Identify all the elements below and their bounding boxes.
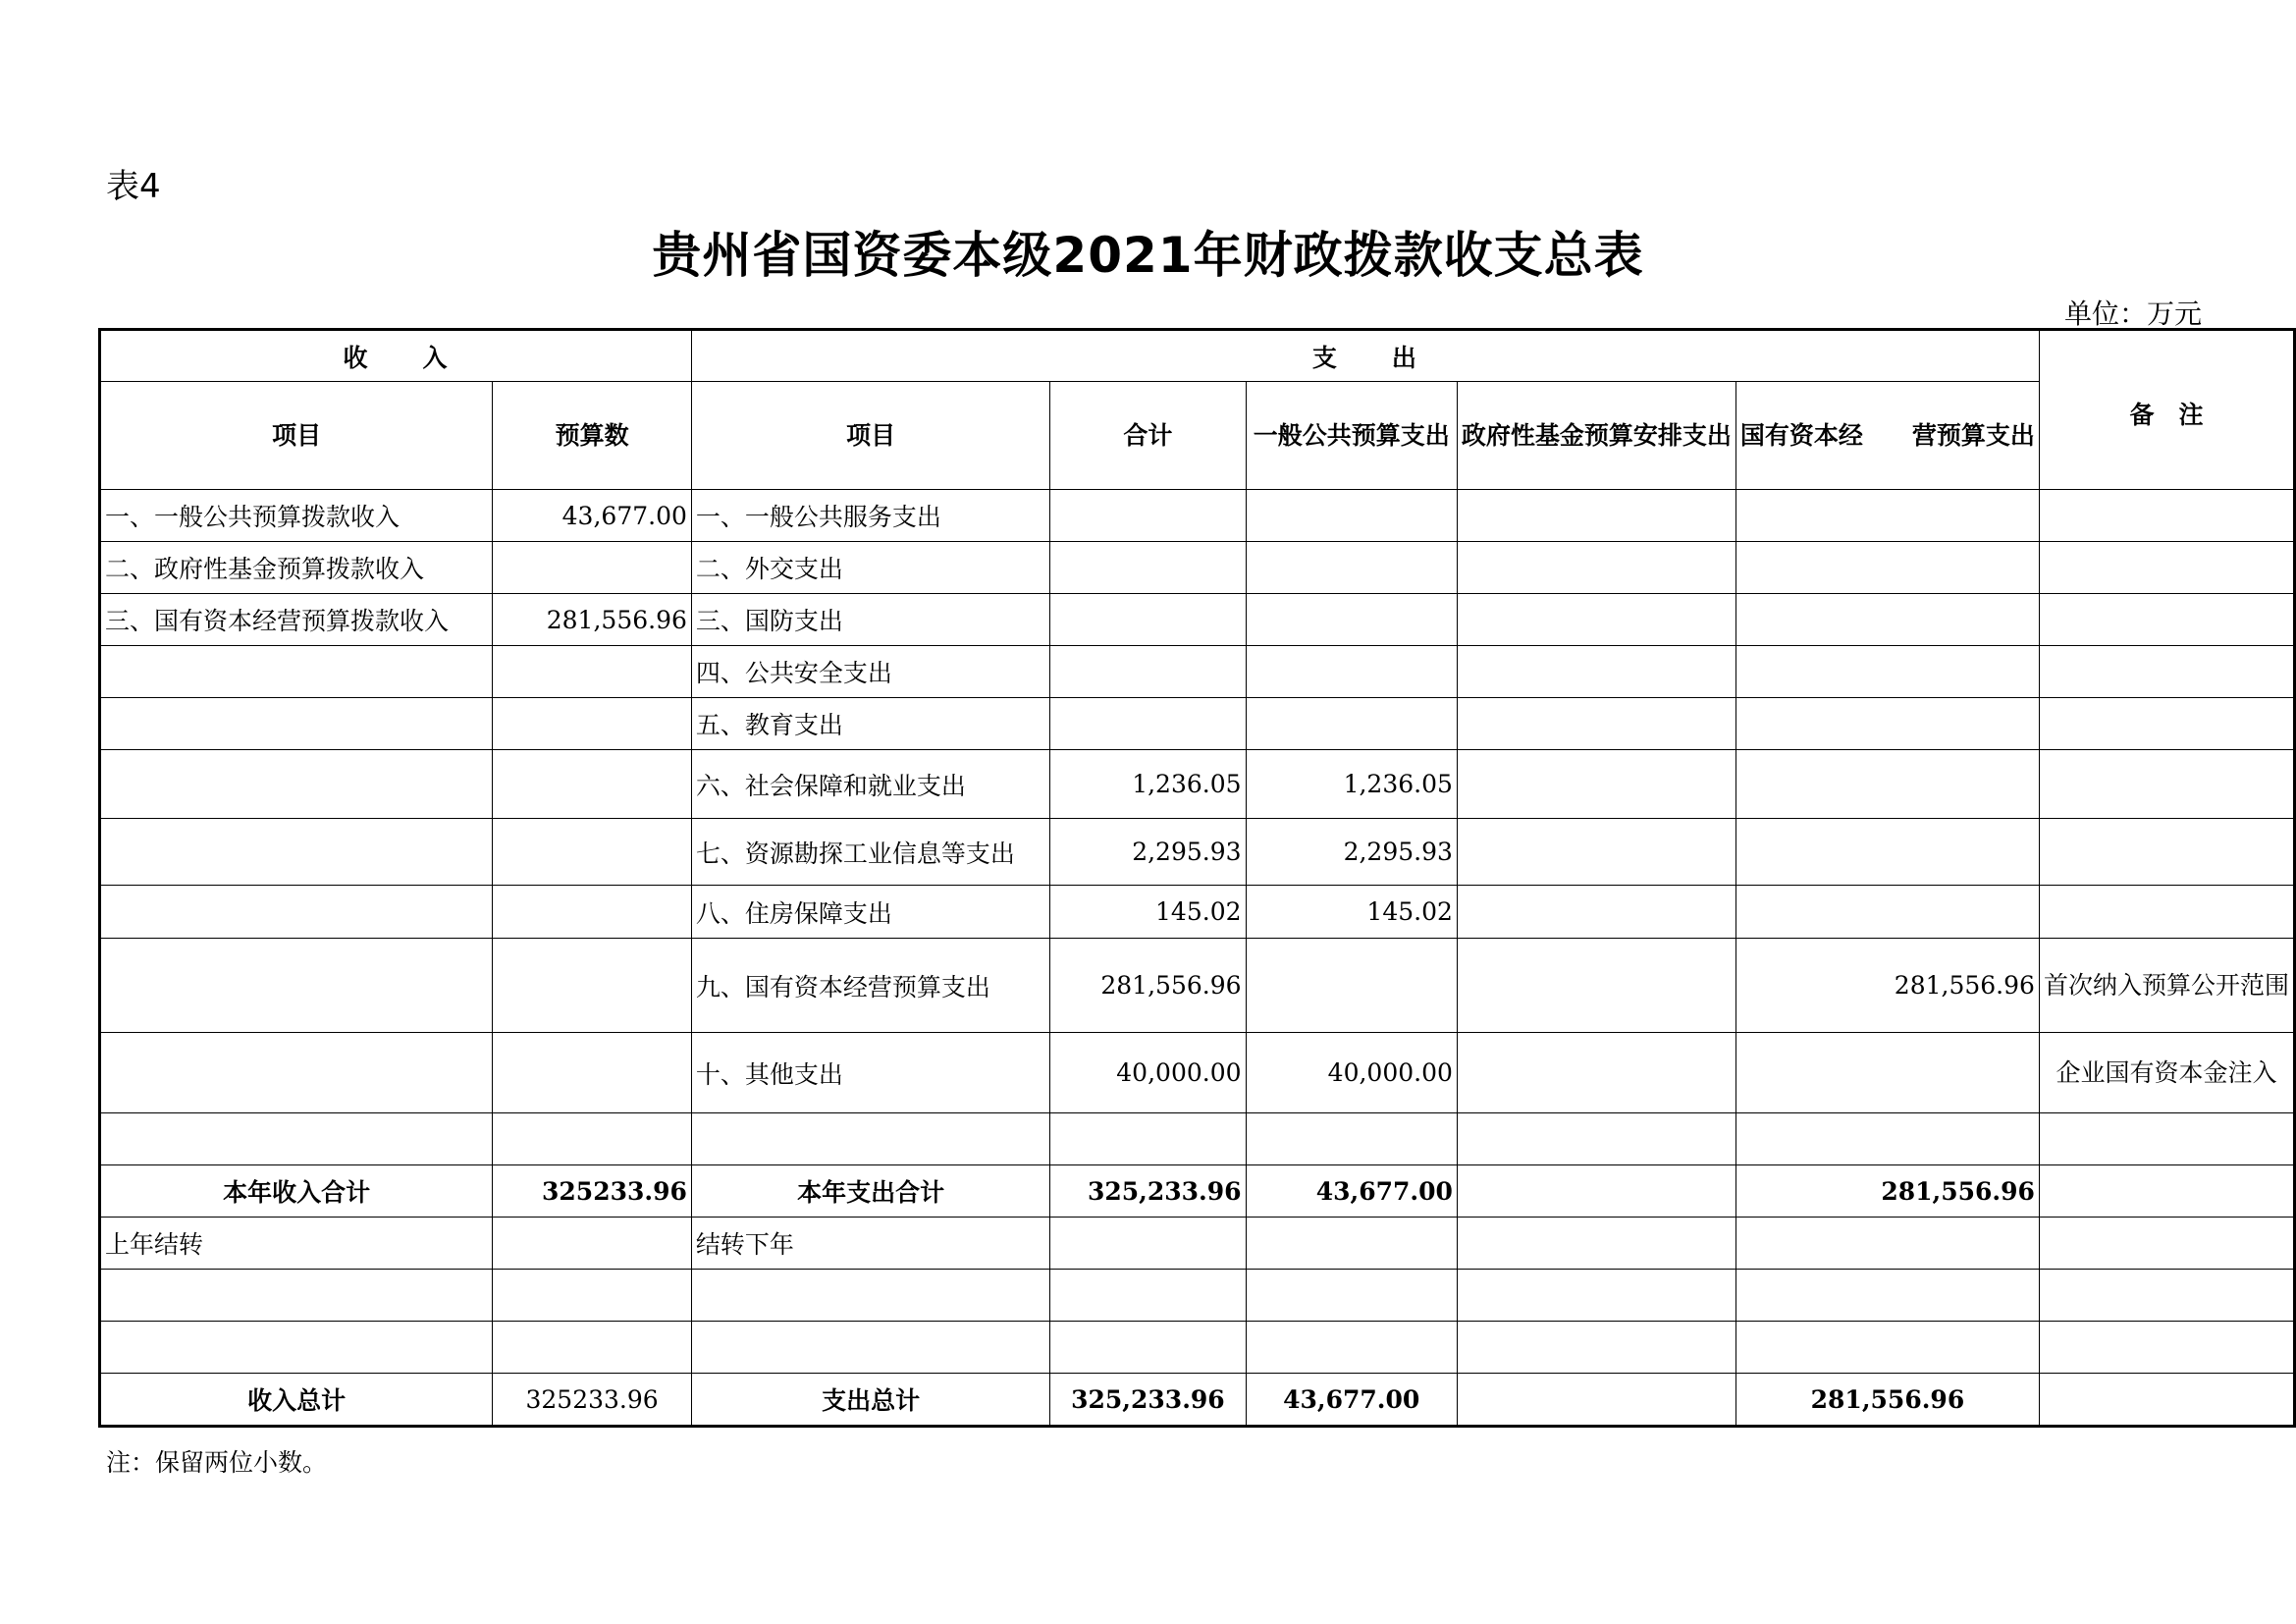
expense-item (691, 1113, 1049, 1165)
expense-general (1246, 1113, 1457, 1165)
expense-item: 六、社会保障和就业支出 (691, 750, 1049, 819)
carry-over-out-label: 结转下年 (691, 1218, 1049, 1270)
carry-fund (1457, 1218, 1735, 1270)
expense-grand-fund (1457, 1374, 1735, 1427)
empty-cell (1457, 1322, 1735, 1374)
expense-fund (1457, 1033, 1735, 1113)
income-grand-total: 325233.96 (493, 1374, 692, 1427)
page-title: 贵州省国资委本级2021年财政拨款收支总表 (652, 227, 1644, 284)
carry-total (1050, 1218, 1246, 1270)
expense-fund (1457, 1113, 1735, 1165)
income-item (100, 1113, 493, 1165)
note-cell (2039, 1218, 2294, 1270)
year-total-row (100, 1165, 2295, 1218)
expense-capital: 281,556.96 (1735, 939, 2039, 1033)
income-budget-header: 预算数 (493, 382, 692, 490)
note-cell (2039, 819, 2294, 886)
table-row (100, 1322, 2295, 1374)
expense-item: 九、国有资本经营预算支出 (691, 939, 1049, 1033)
empty-cell (100, 1322, 493, 1374)
income-item: 三、国有资本经营预算拨款收入 (100, 594, 493, 646)
footnote: 注：保留两位小数。 (106, 1448, 328, 1477)
carry-general (1246, 1218, 1457, 1270)
expense-grand-total-label: 支出总计 (691, 1374, 1049, 1427)
note-cell (2039, 1374, 2294, 1427)
fund-budget-header: 政府性基金预算安排支出 (1457, 382, 1735, 490)
expense-item-header: 项目 (691, 382, 1049, 490)
note-cell: 首次纳入预算公开范围 (2039, 939, 2294, 1033)
income-item (100, 819, 493, 886)
expense-capital (1735, 594, 2039, 646)
income-item (100, 646, 493, 698)
income-item (100, 750, 493, 819)
expense-total (1050, 1113, 1246, 1165)
expense-total: 2,295.93 (1050, 819, 1246, 886)
expense-grand-capital: 281,556.96 (1735, 1374, 2039, 1427)
table-row (100, 1113, 2295, 1165)
note-header: 备 注 (2039, 330, 2294, 490)
empty-cell (1050, 1322, 1246, 1374)
carry-over-in-label: 上年结转 (100, 1218, 493, 1270)
note-cell (2039, 750, 2294, 819)
income-budget (493, 646, 692, 698)
income-item: 二、政府性基金预算拨款收入 (100, 542, 493, 594)
year-income-total: 325233.96 (493, 1165, 692, 1218)
income-item (100, 698, 493, 750)
empty-cell (691, 1270, 1049, 1322)
income-budget (493, 542, 692, 594)
empty-cell (493, 1270, 692, 1322)
expense-section-header: 支 出 (691, 330, 2039, 382)
expense-fund (1457, 542, 1735, 594)
income-item (100, 939, 493, 1033)
expense-grand-total: 325,233.96 (1050, 1374, 1246, 1427)
expense-item: 五、教育支出 (691, 698, 1049, 750)
income-budget (493, 886, 692, 939)
year-expense-capital: 281,556.96 (1735, 1165, 2039, 1218)
empty-cell (1050, 1270, 1246, 1322)
expense-capital (1735, 646, 2039, 698)
expense-item: 三、国防支出 (691, 594, 1049, 646)
expense-total: 281,556.96 (1050, 939, 1246, 1033)
expense-capital (1735, 1113, 2039, 1165)
expense-fund (1457, 886, 1735, 939)
expense-fund (1457, 698, 1735, 750)
expense-general (1246, 939, 1457, 1033)
table-row (100, 1033, 2295, 1113)
income-grand-total-label: 收入总计 (100, 1374, 493, 1427)
expense-fund (1457, 490, 1735, 542)
expense-item: 四、公共安全支出 (691, 646, 1049, 698)
table-row (100, 594, 2295, 646)
note-cell (2039, 1165, 2294, 1218)
empty-cell (1246, 1322, 1457, 1374)
income-budget (493, 1033, 692, 1113)
income-item (100, 886, 493, 939)
expense-capital (1735, 819, 2039, 886)
income-item-header: 项目 (100, 382, 493, 490)
empty-cell (1246, 1270, 1457, 1322)
expense-general (1246, 594, 1457, 646)
expense-total (1050, 542, 1246, 594)
expense-general (1246, 646, 1457, 698)
expense-item: 一、一般公共服务支出 (691, 490, 1049, 542)
year-income-total-label: 本年收入合计 (100, 1165, 493, 1218)
column-header-row (100, 382, 2295, 490)
expense-grand-general: 43,677.00 (1246, 1374, 1457, 1427)
section-header-row (100, 330, 2295, 382)
unit-label: 单位：万元 (2063, 298, 2202, 330)
total-header: 合计 (1050, 382, 1246, 490)
expense-total (1050, 698, 1246, 750)
income-budget: 281,556.96 (493, 594, 692, 646)
note-cell (2039, 1113, 2294, 1165)
empty-cell (2039, 1270, 2294, 1322)
empty-cell (100, 1270, 493, 1322)
expense-fund (1457, 819, 1735, 886)
note-cell (2039, 542, 2294, 594)
expense-fund (1457, 594, 1735, 646)
empty-cell (1735, 1270, 2039, 1322)
expense-total: 145.02 (1050, 886, 1246, 939)
empty-cell (2039, 1322, 2294, 1374)
expense-item: 十、其他支出 (691, 1033, 1049, 1113)
expense-general: 2,295.93 (1246, 819, 1457, 886)
expense-general: 1,236.05 (1246, 750, 1457, 819)
year-expense-general: 43,677.00 (1246, 1165, 1457, 1218)
expense-fund (1457, 939, 1735, 1033)
table-label: 表4 (106, 167, 161, 206)
empty-cell (1457, 1270, 1735, 1322)
income-item: 一、一般公共预算拨款收入 (100, 490, 493, 542)
expense-total (1050, 594, 1246, 646)
year-expense-fund (1457, 1165, 1735, 1218)
income-item (100, 1033, 493, 1113)
expense-capital (1735, 698, 2039, 750)
expense-general: 145.02 (1246, 886, 1457, 939)
table-row (100, 646, 2295, 698)
table-row (100, 819, 2295, 886)
expense-total (1050, 490, 1246, 542)
income-budget (493, 698, 692, 750)
expense-total (1050, 646, 1246, 698)
expense-fund (1457, 750, 1735, 819)
expense-capital (1735, 1033, 2039, 1113)
general-budget-header: 一般公共预算支出 (1246, 382, 1457, 490)
year-expense-total: 325,233.96 (1050, 1165, 1246, 1218)
capital-budget-header: 国有资本经 营预算支出 (1735, 382, 2039, 490)
expense-capital (1735, 750, 2039, 819)
income-budget (493, 1113, 692, 1165)
expense-total: 1,236.05 (1050, 750, 1246, 819)
expense-general (1246, 490, 1457, 542)
expense-capital (1735, 886, 2039, 939)
note-cell (2039, 490, 2294, 542)
empty-cell (493, 1322, 692, 1374)
table-row (100, 490, 2295, 542)
table-row (100, 1270, 2295, 1322)
note-cell: 企业国有资本金注入 (2039, 1033, 2294, 1113)
budget-table (98, 328, 2296, 1428)
note-cell (2039, 886, 2294, 939)
carry-capital (1735, 1218, 2039, 1270)
income-budget (493, 819, 692, 886)
table-row (100, 939, 2295, 1033)
expense-item: 七、资源勘探工业信息等支出 (691, 819, 1049, 886)
expense-fund (1457, 646, 1735, 698)
expense-general (1246, 542, 1457, 594)
expense-capital (1735, 542, 2039, 594)
carry-over-in-value (493, 1218, 692, 1270)
note-cell (2039, 646, 2294, 698)
note-cell (2039, 698, 2294, 750)
income-budget (493, 750, 692, 819)
expense-item: 二、外交支出 (691, 542, 1049, 594)
expense-item: 八、住房保障支出 (691, 886, 1049, 939)
expense-total: 40,000.00 (1050, 1033, 1246, 1113)
table-row (100, 750, 2295, 819)
table-row (100, 542, 2295, 594)
expense-general (1246, 698, 1457, 750)
income-budget (493, 939, 692, 1033)
income-section-header: 收 入 (100, 330, 692, 382)
expense-general: 40,000.00 (1246, 1033, 1457, 1113)
year-expense-total-label: 本年支出合计 (691, 1165, 1049, 1218)
note-cell (2039, 594, 2294, 646)
expense-capital (1735, 490, 2039, 542)
income-budget: 43,677.00 (493, 490, 692, 542)
table-row (100, 698, 2295, 750)
empty-cell (1735, 1322, 2039, 1374)
carry-row (100, 1218, 2295, 1270)
grand-total-row (100, 1374, 2295, 1427)
table-row (100, 886, 2295, 939)
empty-cell (691, 1322, 1049, 1374)
